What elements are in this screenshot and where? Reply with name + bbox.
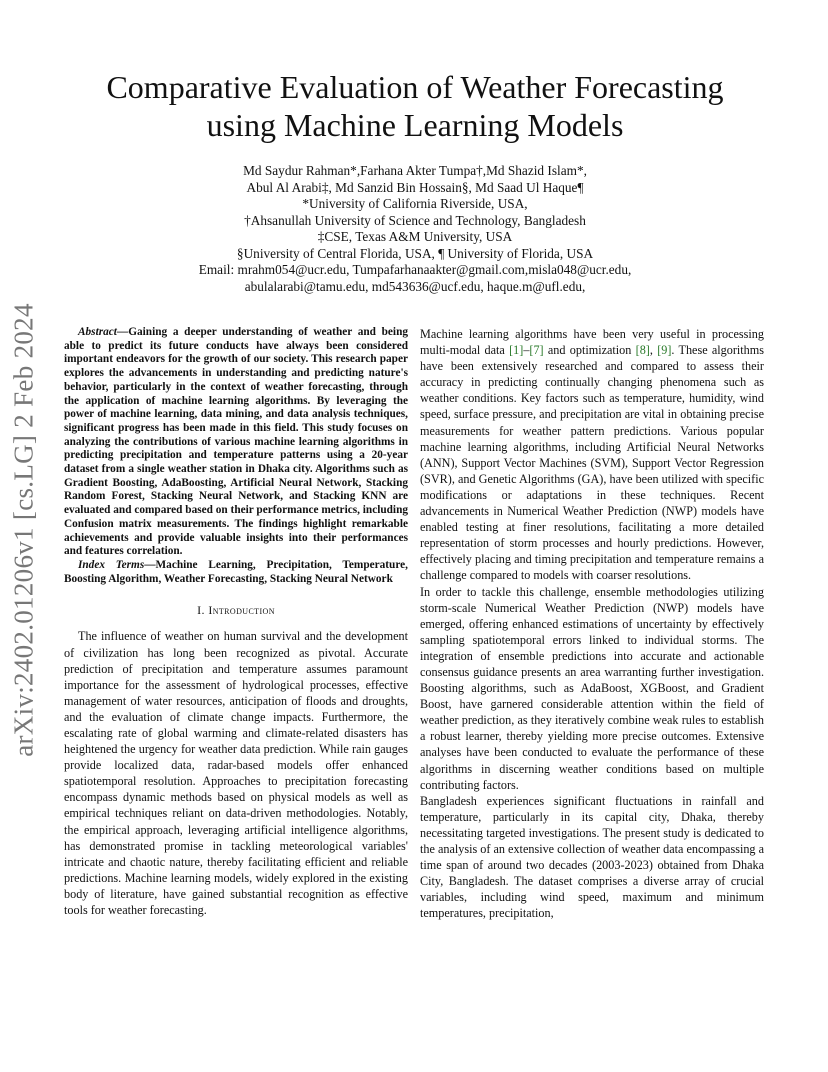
- arxiv-side-identifier: [2, 296, 46, 764]
- affiliation-2: †Ahsanullah University of Science and Technology, Bangladesh: [244, 212, 586, 228]
- paper-title: [70, 68, 760, 144]
- index-terms-lead: Index Terms: [78, 558, 145, 571]
- p1-text-b: and optimization: [543, 343, 636, 358]
- abstract-text: —Gaining a deeper understanding of weather and being able to predict its future conducts have always been considered important endeavors for the growth of our society. This research paper explores the advancements in understanding and predicting nature's behavior, particularly in the context of weather forecasting, through the application of machine learning algorithms. By leveraging the power of machine learning, data mining, and data analysis techniques, significant progress has been made in this field. This study focuses on analyzing the contributions of various machine learning algorithms in predicting precipitation and temperature patterns using a 20-year dataset from a single weather station in Dhaka city. Algorithms such as Gradient Boosting, AdaBoosting, Artificial Neural Network, Stacking Random Forest, Stacking Neural Network, and Stacking KNN are evaluated and compared based on their performance metrics, including Confusion matrix measurements. The findings highlight remarkable achievements and provide valuable insights into their performances and features correlation.: [64, 326, 408, 558]
- citation-comma: ,: [649, 343, 658, 358]
- citation-link[interactable]: [7]: [529, 343, 544, 358]
- right-column: [420, 326, 764, 921]
- section-heading-introduction: [64, 602, 408, 618]
- email-line-2: abulalarabi@tamu.edu, md543636@ucf.edu, haque.m@ufl.edu,: [244, 278, 586, 294]
- section-number: I.: [197, 603, 205, 618]
- authors-line-2: Abul Al Arabi‡, Md Sanzid Bin Hossain§, Md Saad Ul Haque¶: [246, 179, 584, 195]
- citation-dash: –: [523, 343, 530, 358]
- index-terms-text: —Machine Learning, Precipitation, Temperature, Boosting Algorithm, Weather Forecasting, Stacking Neural Network: [64, 558, 408, 585]
- affiliation-3: ‡CSE, Texas A&M University, USA: [317, 229, 513, 244]
- title-line-1: Comparative Evaluation of Weather Forecasting: [106, 69, 724, 105]
- index-terms: [64, 559, 408, 586]
- affiliation-1: *University of California Riverside, USA,: [302, 196, 528, 211]
- p1-text-c: . These algorithms have been extensively researched and compared to assess their accuracy in predicting continually changing phenomena such as weather conditions. Key factors such as temperature, humidity, wind speed, surface pressure, and precipitation are vital in obtaining precise measurements for weather pattern predictions. Various popular machine learning algorithms, including Artificial Neural Networks (ANN), Support Vector Machines (SVM), Support Vector Regression (SVR), and Genetic Algorithms (GA), have been utilized with specific modifications or adaptations in these techniques. Recent advancements in Numerical Weather Prediction (NWP) models have enabled testing at finer resolutions, facilitating a more detailed representation of storm processes and hourly predictions. However, effectively placing and timing precipitation and temperature remains a challenge compared to models with coarser resolutions.: [420, 343, 765, 583]
- abstract: [64, 326, 408, 559]
- author-block: [70, 163, 760, 295]
- email-line-1: Email: mrahm054@ucr.edu, Tumpafarhanaakter@gmail.com,misla048@ucr.edu,: [198, 262, 632, 277]
- p1-text-a: Machine learning algorithms have been very useful in processing multi-modal data: [420, 327, 764, 358]
- right-paragraph-1: [420, 326, 764, 584]
- abstract-lead: Abstract: [78, 326, 117, 338]
- citation-link[interactable]: [8]: [635, 343, 650, 358]
- right-paragraph-2: In order to tackle this challenge, ensemble methodologies utilizing storm-scale Numerical Weather Prediction (NWP) models have emerged, offering enhanced estimations of uncertainty by effectively sampling spatiotemporal errors linked to individual storms. The integration of ensemble predictions into accurate and actionable consensus guidance presents an area warranting further investigation. Boosting algorithms, such as AdaBoost, XGBoost, and Gradient Boost, have garnered considerable attention within the field of weather prediction, as they iteratively combine weak rules to establish a robust learner, thereby yielding more precise outcomes. Extensive analyses have been conducted to evaluate the performance of these algorithms in discerning weather conditions based on multiple contributing factors.: [420, 584, 764, 792]
- section-title: Introduction: [208, 603, 275, 618]
- title-line-2: using Machine Learning Models: [206, 107, 624, 143]
- right-paragraph-3: Bangladesh experiences significant fluctuations in rainfall and temperature, particularly in its capital city, Dhaka, thereby necessitating targeted investigations. The present study is dedicated to the analysis of an extensive collection of weather data encompassing a time span of around two decades (2003-2023) obtained from Dhaka City, Bangladesh. The dataset comprises a diverse array of crucial variables, including wind speed, maximum and minimum temperatures, precipitation,: [420, 793, 764, 921]
- authors-line-1: Md Saydur Rahman*,Farhana Akter Tumpa†,Md Shazid Islam*,: [243, 163, 587, 178]
- arxiv-identifier-text: arXiv:2402.01206v1 [cs.LG] 2 Feb 2024: [8, 303, 39, 757]
- left-column: [64, 326, 408, 918]
- intro-paragraph: The influence of weather on human survival and the development of civilization has long been recognized as pivotal. Accurate prediction of precipitation and temperature assumes paramount importance for the assessment of hydrological processes, effective management of water resources, anticipation of floods and droughts, and the evaluation of climate change impacts. Furthermore, the escalating rate of global warming and climate-related disasters has heightened the urgency for weather data prediction. While rain gauges provide localized data, radar-based models offer enhanced spatiotemporal resolution. Approaches to precipitation forecasting encompass dynamic methods based on physical models as well as empirical techniques reliant on data-driven methodologies. Notably, the empirical approach, leveraging artificial intelligence algorithms, has demonstrated promise in tackling meteorological variables' intricate and chaotic nature, thereby facilitating efficient and reliable predictions. Machine learning models, widely explored in the existing body of literature, have gained substantial recognition as effective tools for weather forecasting.: [64, 629, 408, 918]
- citation-link[interactable]: [1]: [509, 343, 524, 358]
- citation-link[interactable]: [9]: [657, 343, 672, 358]
- affiliation-4: §University of Central Florida, USA, ¶ University of Florida, USA: [236, 245, 594, 261]
